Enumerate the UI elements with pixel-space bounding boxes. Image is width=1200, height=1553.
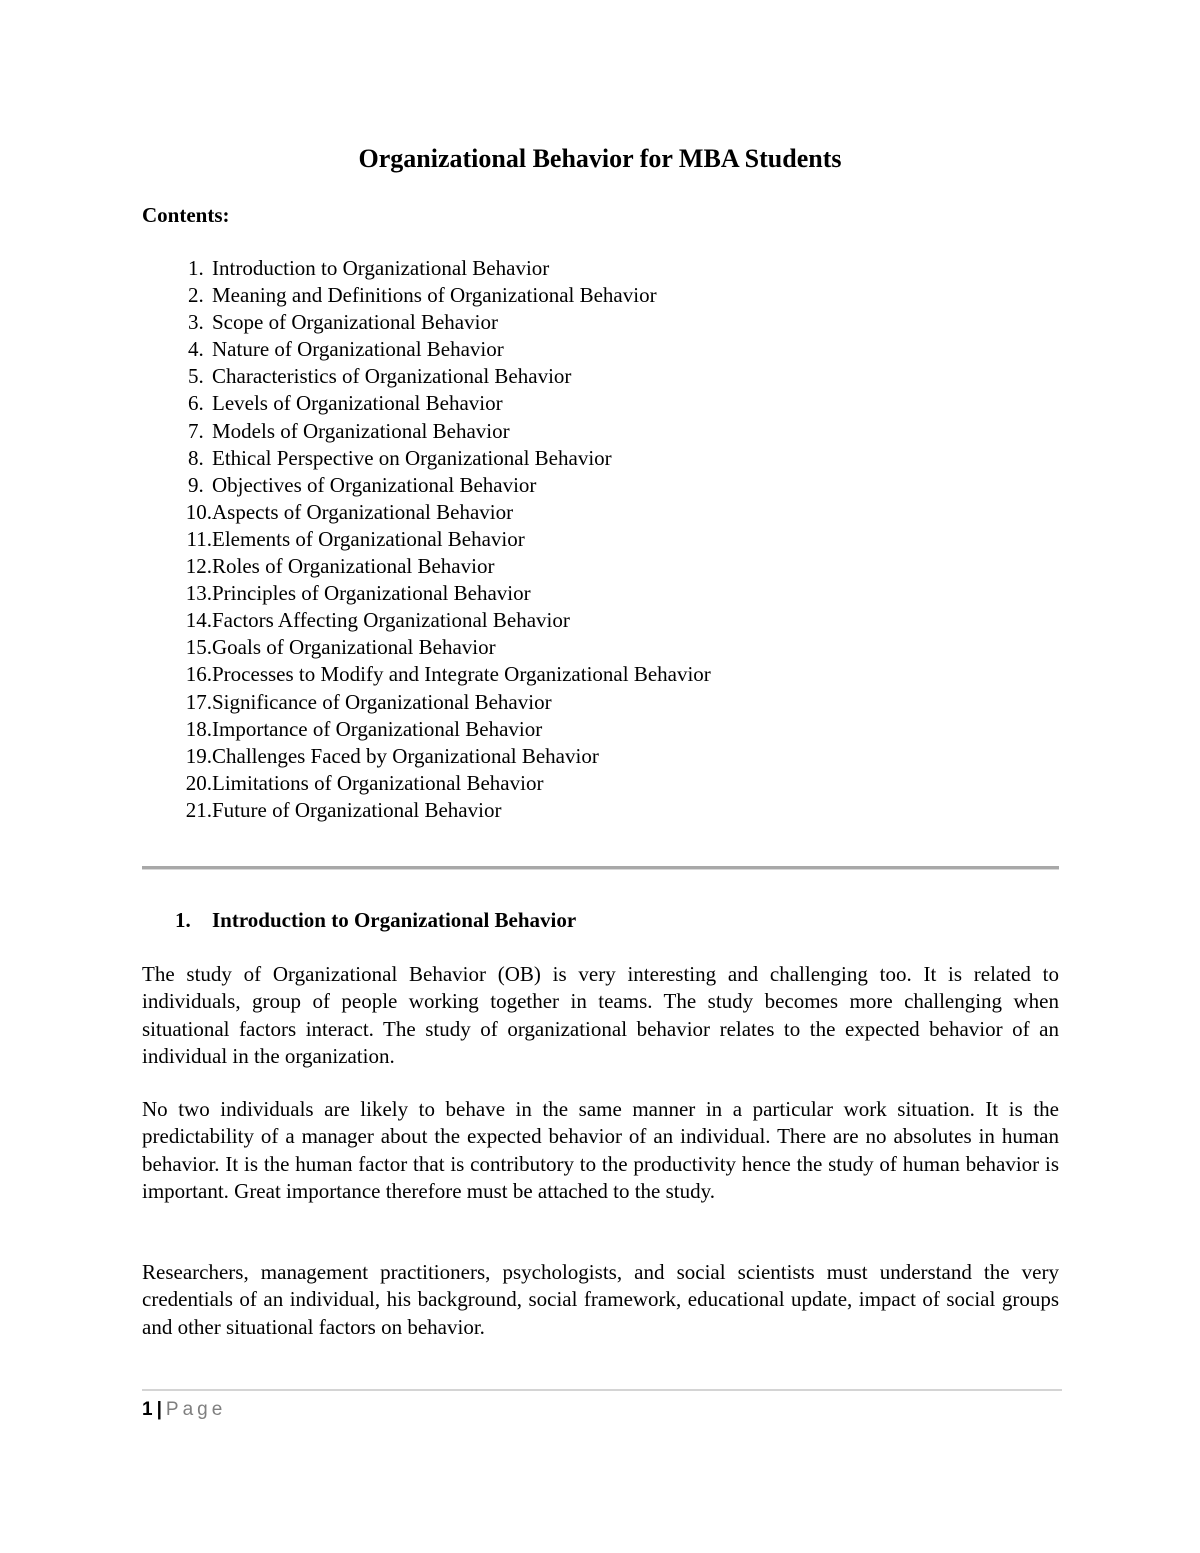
page-label: Page bbox=[165, 1399, 227, 1420]
toc-item bbox=[142, 580, 1042, 607]
contents-label: Contents: bbox=[142, 203, 230, 227]
toc-item bbox=[142, 689, 1042, 716]
document-title: Organizational Behavior for MBA Students bbox=[358, 144, 842, 173]
toc-item-text: Objectives of Organizational Behavior bbox=[212, 472, 537, 497]
toc-item-text: Challenges Faced by Organizational Behavior bbox=[212, 743, 599, 768]
toc-item-number: 18. bbox=[185, 716, 212, 741]
toc-item bbox=[142, 634, 1042, 661]
toc-item bbox=[142, 607, 1042, 634]
toc-item bbox=[142, 743, 1042, 770]
toc-item-number: 21. bbox=[185, 797, 212, 822]
toc-item bbox=[142, 797, 1042, 824]
toc-item bbox=[142, 255, 1042, 282]
toc-item-text: Nature of Organizational Behavior bbox=[212, 337, 504, 362]
toc-item-number: 6. bbox=[188, 391, 204, 416]
toc-item-number: 10. bbox=[185, 499, 212, 524]
footer-rule bbox=[142, 1389, 1062, 1391]
toc-item-text: Limitations of Organizational Behavior bbox=[212, 770, 544, 795]
toc-item-text: Elements of Organizational Behavior bbox=[212, 526, 525, 551]
horizontal-rule bbox=[142, 866, 1059, 870]
toc-item bbox=[142, 661, 1042, 688]
section-heading-text: Introduction to Organizational Behavior bbox=[212, 908, 577, 932]
toc-item-number: 3. bbox=[188, 310, 204, 335]
toc-item-text: Goals of Organizational Behavior bbox=[212, 635, 496, 660]
toc-item bbox=[142, 499, 1042, 526]
toc-item bbox=[142, 472, 1042, 499]
toc-item-number: 17. bbox=[185, 689, 212, 714]
toc-item-number: 5. bbox=[188, 364, 204, 389]
toc-item-text: Levels of Organizational Behavior bbox=[212, 391, 503, 416]
toc-item-number: 13. bbox=[185, 581, 212, 606]
toc-item-number: 12. bbox=[185, 554, 212, 579]
toc-item-number: 9. bbox=[188, 472, 204, 497]
toc-item bbox=[142, 526, 1042, 553]
toc-item-text: Future of Organizational Behavior bbox=[212, 797, 502, 822]
page-footer bbox=[142, 1398, 226, 1422]
body-paragraph: Researchers, management practitioners, psychologists, and social scientists must understand the very credentials of an individual, his background, social framework, educational update, impact of social groups and other situational factors on behavior. bbox=[142, 1260, 1059, 1339]
table-of-contents bbox=[142, 255, 1042, 824]
toc-item-text: Introduction to Organizational Behavior bbox=[212, 256, 550, 280]
toc-item bbox=[142, 770, 1042, 797]
toc-item-text: Processes to Modify and Integrate Organizational Behavior bbox=[212, 662, 711, 687]
toc-item bbox=[142, 445, 1042, 472]
toc-item-number: 8. bbox=[188, 445, 204, 470]
toc-item bbox=[142, 363, 1042, 390]
toc-item-number: 19. bbox=[185, 743, 212, 768]
toc-item bbox=[142, 309, 1042, 336]
toc-item-text: Models of Organizational Behavior bbox=[212, 418, 510, 443]
toc-item-text: Characteristics of Organizational Behavior bbox=[212, 364, 572, 389]
body-paragraph: No two individuals are likely to behave in the same manner in a particular work situation. It is the predictability of a manager about the expected behavior of an individual. There are no absolutes in human behavior. It is the human factor that is contributory to the productivity hence the study of human behavior is important. Great importance therefore must be attached to the study. bbox=[142, 1097, 1059, 1203]
section-heading bbox=[175, 906, 576, 934]
body-paragraph: The study of Organizational Behavior (OB) is very interesting and challenging too. It is related to individuals, group of people working together in teams. The study becomes more challenging when situational factors interact. The study of organizational behavior relates to the expected behavior of an individual in the organization. bbox=[142, 962, 1059, 1068]
toc-item-number: 11. bbox=[186, 526, 212, 551]
toc-item bbox=[142, 390, 1042, 417]
toc-item bbox=[142, 553, 1042, 580]
toc-item-text: Ethical Perspective on Organizational Behavior bbox=[212, 445, 612, 470]
toc-item bbox=[142, 418, 1042, 445]
toc-item-number: 2. bbox=[188, 283, 204, 308]
page-number: 1 bbox=[142, 1399, 153, 1420]
toc-item-number: 14. bbox=[185, 608, 212, 633]
toc-item-text: Factors Affecting Organizational Behavior bbox=[212, 608, 570, 633]
toc-item-number: 7. bbox=[188, 418, 204, 443]
toc-item bbox=[142, 282, 1042, 309]
toc-item-text: Significance of Organizational Behavior bbox=[212, 689, 552, 714]
toc-item bbox=[142, 716, 1042, 743]
toc-item-text: Roles of Organizational Behavior bbox=[212, 554, 495, 579]
footer-separator: | bbox=[156, 1399, 162, 1420]
toc-item-number: 1. bbox=[188, 256, 204, 280]
toc-item-text: Principles of Organizational Behavior bbox=[212, 581, 531, 606]
toc-item-number: 20. bbox=[185, 770, 212, 795]
toc-item-number: 16. bbox=[185, 662, 212, 687]
toc-item-text: Importance of Organizational Behavior bbox=[212, 716, 543, 741]
section-number: 1. bbox=[175, 908, 191, 932]
toc-item-number: 15. bbox=[185, 635, 212, 660]
toc-item-text: Scope of Organizational Behavior bbox=[212, 310, 498, 335]
toc-item-text: Aspects of Organizational Behavior bbox=[212, 499, 514, 524]
toc-item-number: 4. bbox=[188, 337, 204, 362]
toc-item-text: Meaning and Definitions of Organizational Behavior bbox=[212, 283, 657, 308]
toc-item bbox=[142, 336, 1042, 363]
